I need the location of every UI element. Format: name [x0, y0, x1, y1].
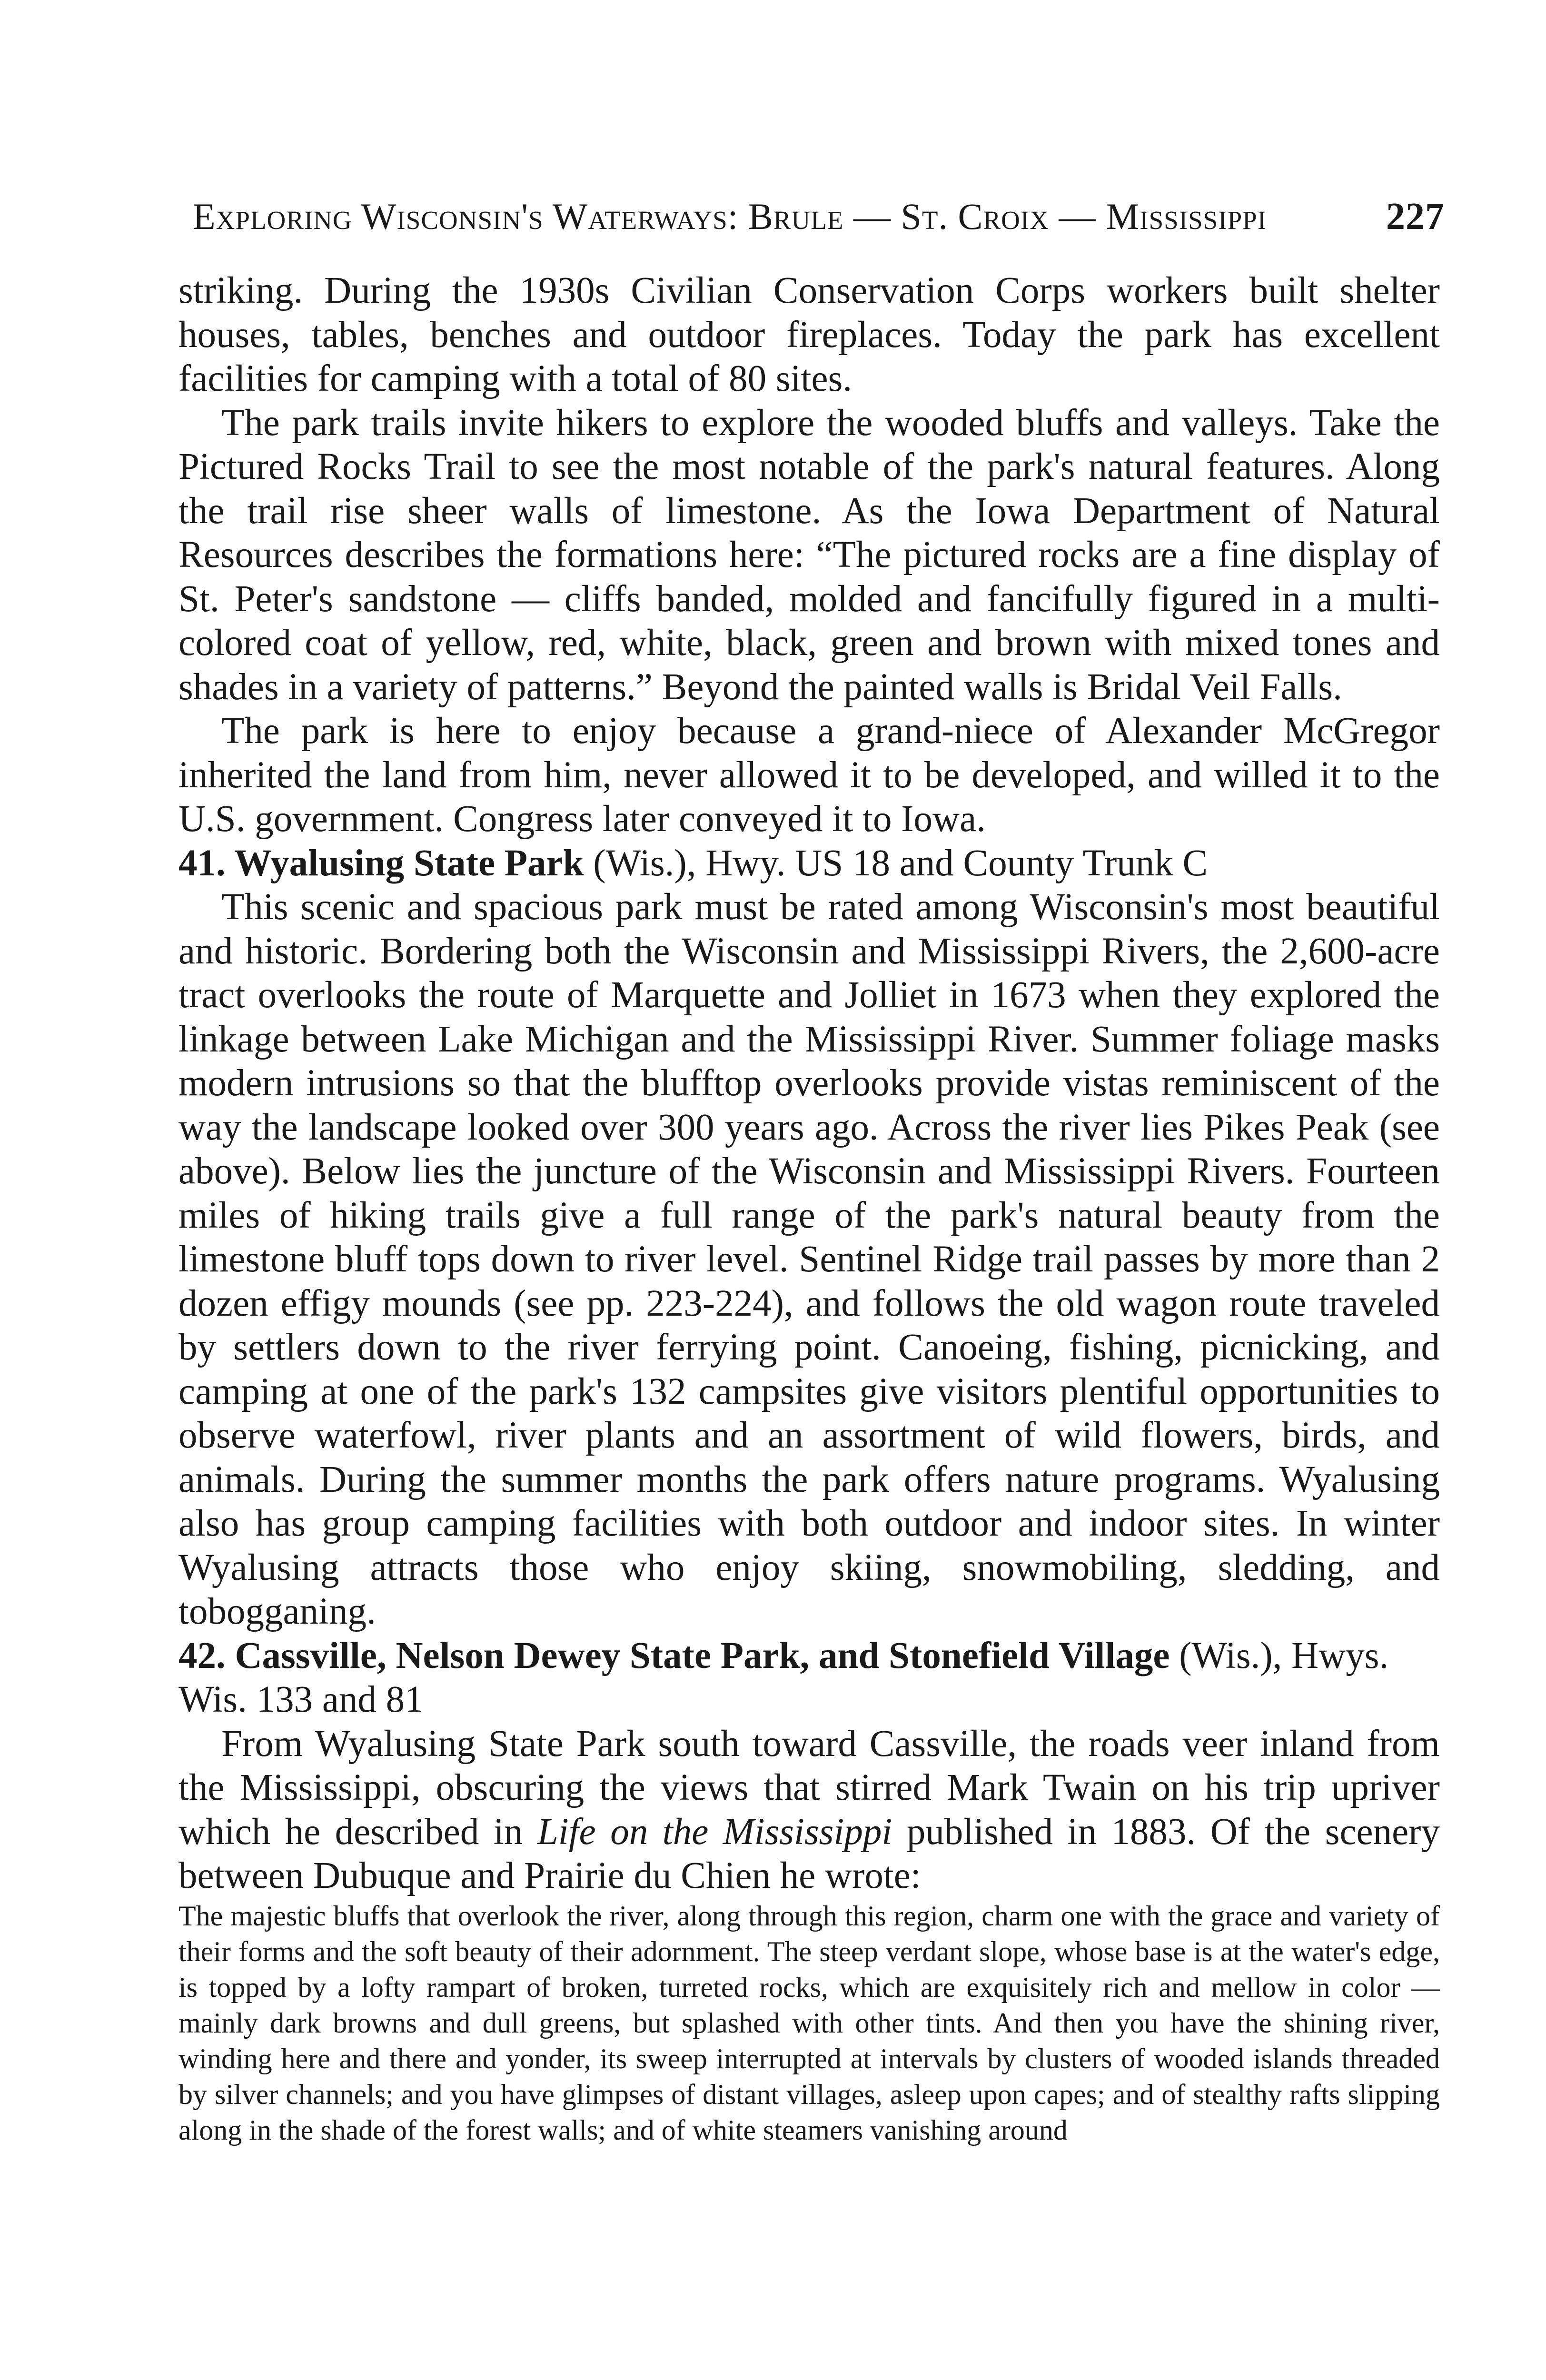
paragraph-park-trails: The park trails invite hikers to explore the wooded bluffs and valleys. Take the Pictured Rocks Trail to see the most notable of the park's natural features. Along the trail rise sheer walls of limestone. As the Iowa Department of Natural Resources describes the formations here: “The pictured rocks are a fine display of St. Peter's sandstone — cliffs banded, molded and fancifully figured in a multi-colored coat of yellow, red, white, black, green and brown with mixed tones and shades in a variety of patterns.” Beyond the painted walls is Bridal Veil Falls. — [178, 402, 1440, 708]
section-heading-42-title: 42. Cassville, Nelson Dewey State Park, and Stonefield Village — [178, 1635, 1170, 1676]
paragraph-cassville-text-2: published in 1883. Of the scenery between Dubuque and Prairie du Chien he wrote: — [178, 1811, 1440, 1896]
paragraph-cassville — [178, 1722, 1440, 1898]
paragraph-park-history: The park is here to enjoy because a grand-niece of Alexander McGregor inherited the land from him, never allowed it to be developed, and willed it to the U.S. government. Congress later conveyed it to Iowa. — [178, 710, 1440, 840]
running-head-title: Exploring Wisconsin's Waterways: Brule — St. Croix — Mississippi — [193, 196, 1267, 237]
section-heading-42 — [178, 1634, 1440, 1722]
section-heading-41 — [178, 842, 1440, 886]
section-heading-42-location: (Wis.), Hwys. Wis. 133 and 81 — [178, 1635, 1389, 1720]
main-text — [178, 269, 1440, 2148]
section-heading-41-location: (Wis.), Hwy. US 18 and County Trunk C — [584, 842, 1208, 884]
section-heading-41-title: 41. Wyalusing State Park — [178, 842, 584, 884]
book-title-italic: Life on the Mississippi — [537, 1811, 892, 1853]
twain-quotation: The majestic bluffs that overlook the river, along through this region, charm one with the grace and variety of their forms and the soft beauty of their adornment. The steep verdant slope, whose base is at the water's edge, is topped by a lofty rampart of broken, turreted rocks, which are exquisitely rich and mellow in color — mainly dark browns and dull greens, but splashed with other tints. And then you have the shining river, winding here and there and yonder, its sweep interrupted at intervals by clusters of wooded islands threaded by silver channels; and you have glimpses of distant villages, asleep upon capes; and of stealthy rafts slipping along in the shade of the forest walls; and of white steamers vanishing around — [178, 1900, 1440, 2146]
page-number: 227 — [1386, 196, 1445, 238]
paragraph-cassville-text-1: From Wyalusing State Park south toward Cassville, the roads veer inland from the Mississippi, obscuring the views that stirred Mark Twain on his trip upriver which he described in — [178, 1723, 1440, 1853]
paragraph-continued: striking. During the 1930s Civilian Conservation Corps workers built shelter houses, tables, benches and outdoor fireplaces. Today the park has excellent facilities for camping with a total of 80 sites. — [178, 270, 1440, 399]
paragraph-wyalusing: This scenic and spacious park must be rated among Wisconsin's most beautiful and historic. Bordering both the Wisconsin and Mississippi Rivers, the 2,600-acre tract overlooks the route of Marquette and Jolliet in 1673 when they explored the linkage between Lake Michigan and the Mississippi River. Summer foliage masks modern intrusions so that the blufftop overlooks provide vistas reminiscent of the way the landscape looked over 300 years ago. Across the river lies Pikes Peak (see above). Below lies the juncture of the Wisconsin and Mississippi Rivers. Fourteen miles of hiking trails give a full range of the park's natural beauty from the limestone bluff tops down to river level. Sentinel Ridge trail passes by more than 2 dozen effigy mounds (see pp. 223-224), and follows the old wagon route traveled by settlers down to the river ferrying point. Canoeing, fishing, picnicking, and camping at one of the park's 132 campsites give visitors plentiful opportunities to observe waterfowl, river plants and an assortment of wild flowers, birds, and animals. During the summer months the park offers nature programs. Wyalusing also has group camping facilities with both outdoor and indoor sites. In winter Wyalusing attracts those who enjoy skiing, snowmobiling, sledding, and tobogganing. — [178, 886, 1440, 1632]
running-head — [193, 190, 1445, 243]
